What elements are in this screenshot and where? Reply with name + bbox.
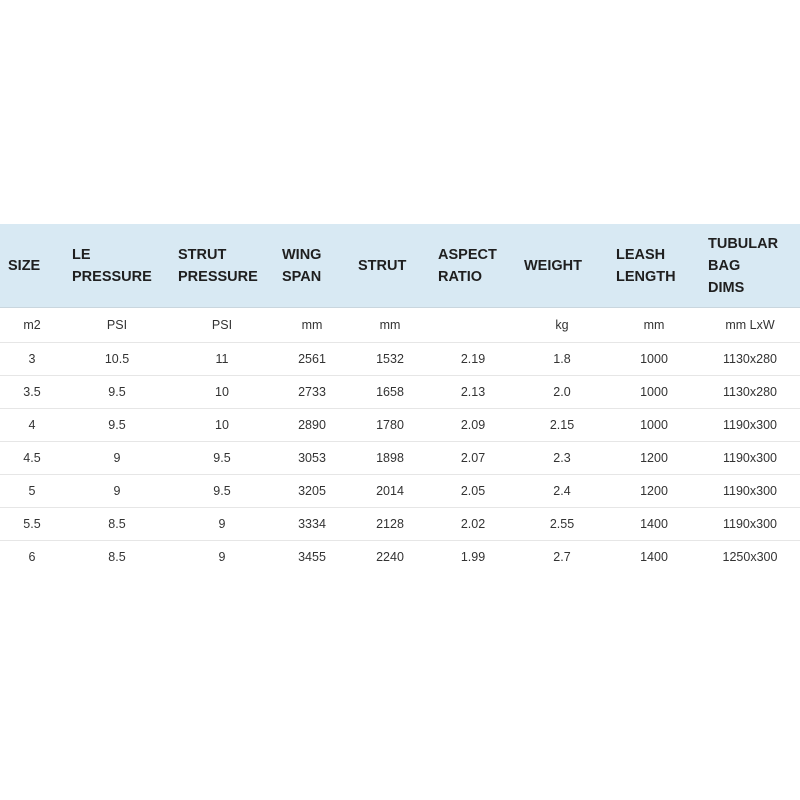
table-cell: 3455 bbox=[298, 550, 326, 564]
table-row bbox=[0, 442, 800, 475]
table-cell: 2.55 bbox=[516, 508, 608, 541]
header-leash-length: LEASH LENGTH bbox=[608, 224, 700, 308]
table-cell: 2733 bbox=[274, 376, 350, 409]
table-cell: 1532 bbox=[350, 343, 430, 376]
table-cell: 3334 bbox=[274, 508, 350, 541]
header-aspect-ratio: ASPECT RATIO bbox=[430, 224, 516, 308]
units-row bbox=[0, 308, 800, 343]
table-cell: 1250x300 bbox=[722, 550, 778, 564]
table-cell: 1000 bbox=[608, 409, 700, 442]
table-cell: 5 bbox=[0, 475, 64, 508]
unit-cell: PSI bbox=[170, 308, 274, 343]
table-cell: 9 bbox=[64, 475, 170, 508]
table-cell: 5.5 bbox=[0, 508, 64, 541]
table-cell: 9 bbox=[218, 550, 226, 564]
table-cell: 1658 bbox=[350, 376, 430, 409]
table-cell: 2.0 bbox=[516, 376, 608, 409]
table-cell: 3053 bbox=[274, 442, 350, 475]
table-cell: 2128 bbox=[350, 508, 430, 541]
table-cell: 1400 bbox=[608, 508, 700, 541]
table-cell: 9.5 bbox=[170, 475, 274, 508]
table-cell: 4.5 bbox=[0, 442, 64, 475]
header-size: SIZE bbox=[0, 224, 64, 308]
unit-cell: m2 bbox=[0, 308, 64, 343]
table-cell: 1190x300 bbox=[700, 475, 800, 508]
unit-cell: mm bbox=[608, 308, 700, 343]
table-cell: 2561 bbox=[274, 343, 350, 376]
table-cell: 3 bbox=[0, 343, 64, 376]
table-cell: 4 bbox=[0, 409, 64, 442]
table-cell: 1000 bbox=[608, 376, 700, 409]
unit-cell bbox=[430, 308, 516, 343]
table-cell: 2.07 bbox=[430, 442, 516, 475]
table-row bbox=[0, 541, 800, 574]
table-row bbox=[0, 343, 800, 376]
table-row bbox=[0, 376, 800, 409]
table-cell: 2.19 bbox=[430, 343, 516, 376]
table-cell: 2.13 bbox=[430, 376, 516, 409]
unit-cell: mm bbox=[350, 308, 430, 343]
specs-table bbox=[0, 224, 800, 573]
table-cell: 1.99 bbox=[460, 550, 486, 564]
unit-cell: kg bbox=[516, 308, 608, 343]
table-cell: 6 bbox=[28, 550, 36, 564]
table-cell: 2.7 bbox=[553, 550, 571, 564]
table-cell: 1190x300 bbox=[700, 508, 800, 541]
table-cell: 1130x280 bbox=[700, 343, 800, 376]
table-cell: 1200 bbox=[608, 442, 700, 475]
table-cell: 3.5 bbox=[0, 376, 64, 409]
table-cell: 8.5 bbox=[108, 550, 126, 564]
table-cell: 8.5 bbox=[64, 508, 170, 541]
table-cell: 2240 bbox=[376, 550, 404, 564]
table-cell: 2.02 bbox=[430, 508, 516, 541]
table-cell: 2.3 bbox=[516, 442, 608, 475]
table-cell: 10.5 bbox=[64, 343, 170, 376]
table-cell: 1780 bbox=[350, 409, 430, 442]
table-cell: 2014 bbox=[350, 475, 430, 508]
table-cell: 2.15 bbox=[516, 409, 608, 442]
table-row bbox=[0, 508, 800, 541]
table-cell: 3205 bbox=[274, 475, 350, 508]
header-row bbox=[0, 224, 800, 308]
header-wing-span: WING SPAN bbox=[274, 224, 350, 308]
table-cell: 1000 bbox=[608, 343, 700, 376]
table-cell: 2.4 bbox=[516, 475, 608, 508]
table-cell: 10 bbox=[170, 409, 274, 442]
table-cell: 1400 bbox=[640, 550, 668, 564]
table-cell: 2.05 bbox=[430, 475, 516, 508]
unit-cell: mm bbox=[274, 308, 350, 343]
table-cell: 2890 bbox=[274, 409, 350, 442]
table-cell: 2.09 bbox=[430, 409, 516, 442]
table-cell: 1130x280 bbox=[700, 376, 800, 409]
table-row bbox=[0, 409, 800, 442]
table-cell: 1.8 bbox=[516, 343, 608, 376]
table-row bbox=[0, 475, 800, 508]
table-cell: 9.5 bbox=[64, 409, 170, 442]
table-cell: 9.5 bbox=[64, 376, 170, 409]
unit-cell: mm LxW bbox=[700, 308, 800, 343]
table-cell: 1190x300 bbox=[700, 409, 800, 442]
header-strut: STRUT bbox=[350, 224, 430, 308]
table-cell: 11 bbox=[170, 343, 274, 376]
header-tubular-bag-dims: TUBULAR BAG DIMS bbox=[700, 224, 800, 308]
table-cell: 1190x300 bbox=[700, 442, 800, 475]
table-cell: 10 bbox=[170, 376, 274, 409]
header-weight: WEIGHT bbox=[516, 224, 608, 308]
table-cell: 9 bbox=[170, 508, 274, 541]
table-cell: 1200 bbox=[608, 475, 700, 508]
table-cell: 1898 bbox=[350, 442, 430, 475]
header-le-pressure: LE PRESSURE bbox=[64, 224, 170, 308]
table-cell: 9.5 bbox=[170, 442, 274, 475]
unit-cell: PSI bbox=[64, 308, 170, 343]
table-cell: 9 bbox=[64, 442, 170, 475]
header-strut-pressure: STRUT PRESSURE bbox=[170, 224, 274, 308]
